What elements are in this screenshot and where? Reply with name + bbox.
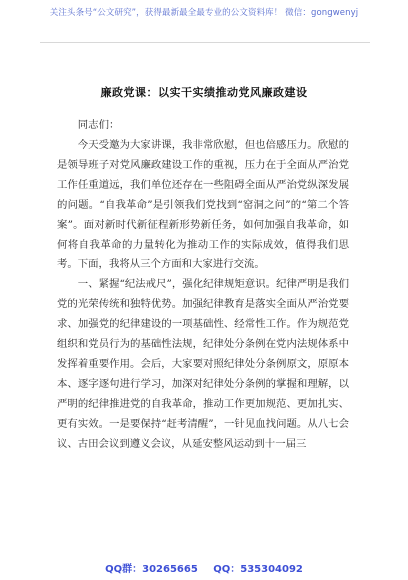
document-body bbox=[57, 116, 349, 455]
contact-footer bbox=[0, 560, 408, 575]
salutation: 同志们： bbox=[77, 119, 120, 131]
qq-group-number: QQ群：30265665 bbox=[105, 564, 198, 575]
promo-header: 关注头条号“公文研究”，获得最新最全最专业的公文资料库！ 微信：gongwenyj bbox=[49, 8, 359, 18]
header-divider bbox=[40, 42, 370, 43]
qq-contact-number: QQ：535304092 bbox=[213, 564, 303, 575]
document-title: 廉政党课：以实干实绩推动党风廉政建设 bbox=[100, 86, 308, 99]
paragraph-section-one: 一、紧握“纪法戒尺”，强化纪律规矩意识。纪律严明是我们党的光荣传统和独特优势。加强纪律教育是落实全面从严治党要求、加强党的纪律建设的一项基础性、经常性工作。作为规范党组织和党员行为的基础性法规，纪律处分条例在党内法规体系中发挥着重要作用。会后，大家要对照纪律处分条例原文，原原本本、逐字逐句进行学习，加深对纪律处分条例的掌握和理解，以严明的纪律推进党的自我革命，推动工作更加规范、更加扎实、更有实效。一是要保持“赶考清醒”，一针见血找问题。从八七会议、古田会议到遵义会议，从延安整风运动到十一届三 bbox=[57, 278, 349, 450]
paragraph-intro: 今天受邀为大家讲课，我非常欣慰，但也倍感压力。欣慰的是领导班子对党风廉政建设工作的重视，压力在于全面从严治党工作任重道远，我们单位还存在一些阻碍全面从严治党纵深发展的问题。“自我革命”是引领我们党找到“窑洞之问”的“第二个答案”。面对新时代新征程新形势新任务，如何加强自我革命，如何将自我革命的力量转化为推动工作的实际成效，值得我们思考。下面，我将从三个方面和大家进行交流。 bbox=[57, 139, 349, 271]
